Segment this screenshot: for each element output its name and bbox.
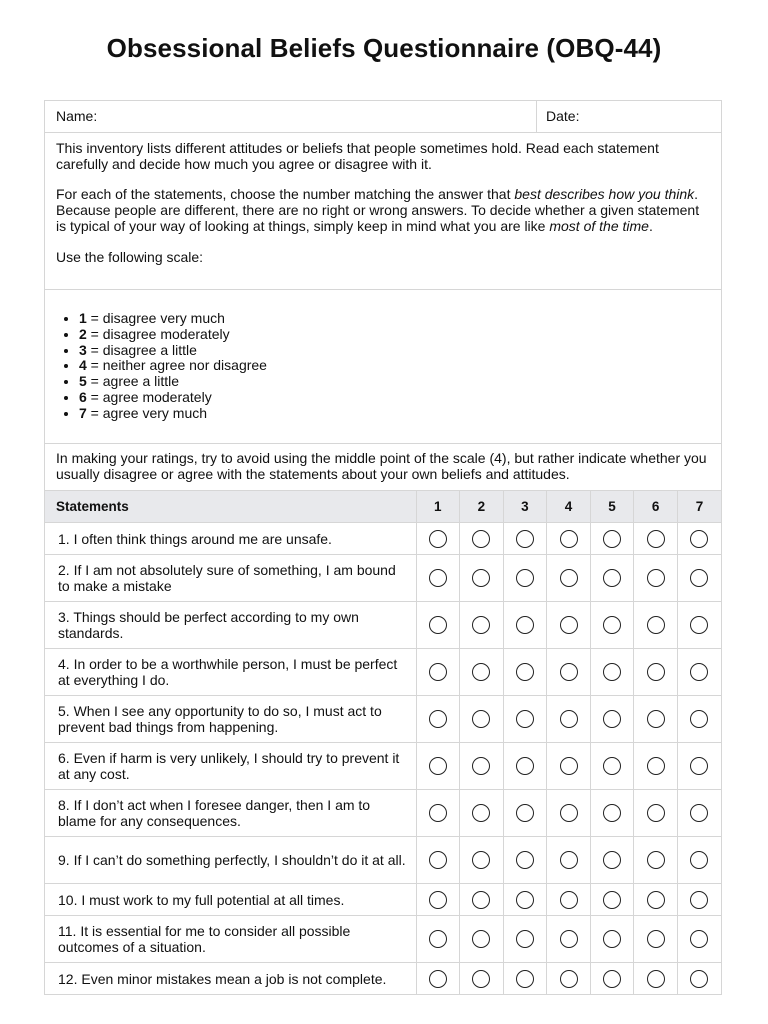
rating-cell [547, 696, 591, 743]
name-label: Name: [56, 108, 98, 124]
rating-radio-1[interactable] [429, 710, 447, 728]
rating-cell [590, 602, 634, 649]
rating-radio-1[interactable] [429, 530, 447, 548]
rating-cell [416, 523, 460, 555]
rating-cell [416, 743, 460, 790]
date-field[interactable] [537, 101, 721, 132]
rating-radio-7[interactable] [690, 710, 708, 728]
rating-cell [677, 963, 721, 995]
table-row [45, 523, 721, 555]
rating-radio-5[interactable] [603, 569, 621, 587]
rating-radio-3[interactable] [516, 851, 534, 869]
rating-radio-1[interactable] [429, 930, 447, 948]
option-header: 7 [677, 491, 721, 523]
rating-cell [590, 555, 634, 602]
rating-radio-5[interactable] [603, 710, 621, 728]
rating-radio-7[interactable] [690, 851, 708, 869]
rating-cell [460, 649, 504, 696]
table-row [45, 555, 721, 602]
rating-cell [503, 884, 547, 916]
table-row [45, 884, 721, 916]
rating-cell [460, 837, 504, 884]
rating-radio-5[interactable] [603, 804, 621, 822]
rating-radio-5[interactable] [603, 930, 621, 948]
rating-cell [503, 555, 547, 602]
rating-cell [503, 963, 547, 995]
rating-radio-5[interactable] [603, 530, 621, 548]
table-row [45, 696, 721, 743]
rating-radio-6[interactable] [647, 710, 665, 728]
rating-radio-4[interactable] [560, 851, 578, 869]
rating-radio-6[interactable] [647, 663, 665, 681]
rating-radio-4[interactable] [560, 616, 578, 634]
rating-radio-3[interactable] [516, 804, 534, 822]
rating-cell [416, 884, 460, 916]
rating-radio-2[interactable] [472, 930, 490, 948]
scale-list [45, 311, 721, 422]
rating-cell [547, 555, 591, 602]
rating-cell [634, 696, 678, 743]
rating-cell [547, 916, 591, 963]
rating-radio-1[interactable] [429, 663, 447, 681]
rating-cell [460, 916, 504, 963]
rating-cell [677, 916, 721, 963]
rating-radio-6[interactable] [647, 891, 665, 909]
rating-radio-7[interactable] [690, 891, 708, 909]
statement-text: 6. Even if harm is very unlikely, I should try to prevent it at any cost. [45, 743, 416, 790]
rating-cell [677, 696, 721, 743]
statement-text: 4. In order to be a worthwhile person, I must be perfect at everything I do. [45, 649, 416, 696]
rating-radio-6[interactable] [647, 616, 665, 634]
rating-cell [460, 523, 504, 555]
rating-radio-3[interactable] [516, 891, 534, 909]
rating-radio-7[interactable] [690, 530, 708, 548]
table-row [45, 602, 721, 649]
rating-radio-4[interactable] [560, 804, 578, 822]
rating-radio-5[interactable] [603, 891, 621, 909]
rating-cell [416, 790, 460, 837]
rating-radio-7[interactable] [690, 663, 708, 681]
rating-radio-4[interactable] [560, 569, 578, 587]
rating-cell [634, 837, 678, 884]
rating-cell [590, 916, 634, 963]
option-header: 6 [634, 491, 678, 523]
rating-cell [503, 602, 547, 649]
rating-cell [590, 884, 634, 916]
rating-radio-7[interactable] [690, 970, 708, 988]
rating-radio-2[interactable] [472, 970, 490, 988]
rating-radio-6[interactable] [647, 804, 665, 822]
rating-cell [634, 602, 678, 649]
rating-radio-7[interactable] [690, 804, 708, 822]
rating-cell [634, 555, 678, 602]
rating-radio-1[interactable] [429, 851, 447, 869]
table-row [45, 963, 721, 995]
rating-cell [460, 884, 504, 916]
rating-radio-6[interactable] [647, 569, 665, 587]
rating-cell [460, 963, 504, 995]
rating-cell [590, 523, 634, 555]
instructions-paragraph-1: This inventory lists different attitudes or beliefs that people sometimes hold. Read each statement carefully and decide how much you agree or disagree with it. [56, 140, 659, 172]
rating-radio-4[interactable] [560, 970, 578, 988]
rating-note: In making your ratings, try to avoid using the middle point of the scale (4), but rather indicate whether you usually disagree or agree with the statements about your own beliefs and attitudes. [45, 444, 721, 491]
statements-header: Statements [45, 491, 416, 523]
rating-cell [677, 555, 721, 602]
statement-text: 11. It is essential for me to consider all possible outcomes of a situation. [45, 916, 416, 963]
rating-cell [677, 602, 721, 649]
rating-radio-2[interactable] [472, 851, 490, 869]
rating-radio-3[interactable] [516, 970, 534, 988]
statement-text: 3. Things should be perfect according to my own standards. [45, 602, 416, 649]
rating-cell [634, 884, 678, 916]
rating-cell [503, 790, 547, 837]
rating-radio-3[interactable] [516, 663, 534, 681]
rating-cell [416, 555, 460, 602]
rating-radio-5[interactable] [603, 757, 621, 775]
date-label: Date: [546, 108, 580, 124]
rating-cell [503, 837, 547, 884]
rating-cell [547, 743, 591, 790]
rating-cell [460, 555, 504, 602]
option-header: 5 [590, 491, 634, 523]
rating-radio-5[interactable] [603, 616, 621, 634]
rating-cell [416, 963, 460, 995]
scale-item: • 1 = disagree very much [79, 311, 721, 327]
rating-radio-4[interactable] [560, 663, 578, 681]
rating-cell [547, 837, 591, 884]
option-header: 3 [503, 491, 547, 523]
rating-radio-3[interactable] [516, 569, 534, 587]
option-header: 4 [547, 491, 591, 523]
name-field[interactable] [45, 101, 537, 132]
statement-text: 5. When I see any opportunity to do so, I must act to prevent bad things from happening. [45, 696, 416, 743]
rating-radio-4[interactable] [560, 891, 578, 909]
rating-radio-2[interactable] [472, 530, 490, 548]
rating-radio-7[interactable] [690, 616, 708, 634]
rating-radio-1[interactable] [429, 970, 447, 988]
rating-radio-6[interactable] [647, 757, 665, 775]
rating-cell [590, 743, 634, 790]
rating-radio-1[interactable] [429, 616, 447, 634]
rating-radio-5[interactable] [603, 851, 621, 869]
rating-radio-7[interactable] [690, 757, 708, 775]
statement-text: 8. If I don’t act when I foresee danger, then I am to blame for any consequences. [45, 790, 416, 837]
scale-item: • 7 = agree very much [79, 406, 721, 422]
scale-item: • 4 = neither agree nor disagree [79, 358, 721, 374]
instructions-paragraph-3: Use the following scale: [56, 248, 204, 265]
rating-cell [677, 790, 721, 837]
instructions [45, 133, 721, 290]
rating-radio-4[interactable] [560, 710, 578, 728]
rating-cell [503, 696, 547, 743]
page-title: Obsessional Beliefs Questionnaire (OBQ-44) [106, 33, 662, 63]
rating-radio-4[interactable] [560, 757, 578, 775]
statement-text: 9. If I can’t do something perfectly, I shouldn’t do it at all. [45, 837, 416, 884]
rating-cell [460, 790, 504, 837]
rating-radio-7[interactable] [690, 930, 708, 948]
rating-cell [634, 963, 678, 995]
rating-cell [547, 602, 591, 649]
rating-radio-1[interactable] [429, 569, 447, 587]
rating-cell [503, 649, 547, 696]
rating-cell [634, 916, 678, 963]
rating-cell [590, 963, 634, 995]
rating-cell [677, 743, 721, 790]
rating-cell [634, 790, 678, 837]
table-row [45, 790, 721, 837]
name-date-row [45, 100, 721, 133]
rating-cell [634, 649, 678, 696]
statement-text: 2. If I am not absolutely sure of something, I am bound to make a mistake [45, 555, 416, 602]
rating-radio-3[interactable] [516, 710, 534, 728]
rating-radio-3[interactable] [516, 616, 534, 634]
option-header: 2 [460, 491, 504, 523]
rating-cell [416, 916, 460, 963]
rating-cell [547, 649, 591, 696]
rating-cell [416, 649, 460, 696]
rating-cell [460, 743, 504, 790]
rating-radio-4[interactable] [560, 930, 578, 948]
rating-radio-6[interactable] [647, 851, 665, 869]
rating-radio-7[interactable] [690, 569, 708, 587]
rating-cell [547, 523, 591, 555]
rating-radio-3[interactable] [516, 757, 534, 775]
rating-cell [634, 743, 678, 790]
rating-scale [45, 290, 721, 444]
statements-table [45, 491, 721, 995]
scale-item: • 3 = disagree a little [79, 343, 721, 359]
rating-radio-2[interactable] [472, 710, 490, 728]
rating-cell [547, 790, 591, 837]
table-row [45, 837, 721, 884]
rating-cell [416, 837, 460, 884]
rating-radio-5[interactable] [603, 663, 621, 681]
rating-cell [503, 916, 547, 963]
rating-cell [416, 602, 460, 649]
rating-radio-4[interactable] [560, 530, 578, 548]
rating-radio-2[interactable] [472, 804, 490, 822]
rating-radio-2[interactable] [472, 757, 490, 775]
rating-cell [590, 790, 634, 837]
questionnaire-form [44, 100, 722, 995]
rating-cell [677, 523, 721, 555]
rating-cell [634, 523, 678, 555]
rating-cell [677, 884, 721, 916]
table-row [45, 743, 721, 790]
scale-item: • 5 = agree a little [79, 374, 721, 390]
rating-radio-2[interactable] [472, 891, 490, 909]
table-row [45, 916, 721, 963]
rating-radio-6[interactable] [647, 930, 665, 948]
statement-text: 10. I must work to my full potential at all times. [45, 884, 416, 916]
rating-radio-2[interactable] [472, 616, 490, 634]
table-header-row [45, 491, 721, 523]
rating-radio-2[interactable] [472, 569, 490, 587]
statement-text: 12. Even minor mistakes mean a job is not complete. [45, 963, 416, 995]
scale-item: • 6 = agree moderately [79, 390, 721, 406]
rating-cell [590, 696, 634, 743]
rating-cell [460, 696, 504, 743]
statement-text: 1. I often think things around me are unsafe. [45, 523, 416, 555]
rating-cell [547, 884, 591, 916]
rating-cell [416, 696, 460, 743]
rating-cell [547, 963, 591, 995]
rating-radio-6[interactable] [647, 530, 665, 548]
rating-radio-1[interactable] [429, 757, 447, 775]
scale-item: • 2 = disagree moderately [79, 327, 721, 343]
option-header: 1 [416, 491, 460, 523]
rating-cell [590, 649, 634, 696]
rating-cell [460, 602, 504, 649]
rating-cell [590, 837, 634, 884]
rating-cell [503, 523, 547, 555]
rating-cell [677, 837, 721, 884]
table-row [45, 649, 721, 696]
rating-radio-5[interactable] [603, 970, 621, 988]
rating-radio-3[interactable] [516, 530, 534, 548]
rating-radio-1[interactable] [429, 891, 447, 909]
rating-cell [677, 649, 721, 696]
rating-radio-3[interactable] [516, 930, 534, 948]
rating-radio-6[interactable] [647, 970, 665, 988]
rating-radio-2[interactable] [472, 663, 490, 681]
rating-cell [503, 743, 547, 790]
rating-radio-1[interactable] [429, 804, 447, 822]
instructions-paragraph-2: For each of the statements, choose the number matching the answer that best describes how you think. Because people are different, there are no right or wrong answers. To decide whether a given statement is typical of your way of looking at things, simply keep in mind what you are like most of the time. [56, 186, 700, 234]
